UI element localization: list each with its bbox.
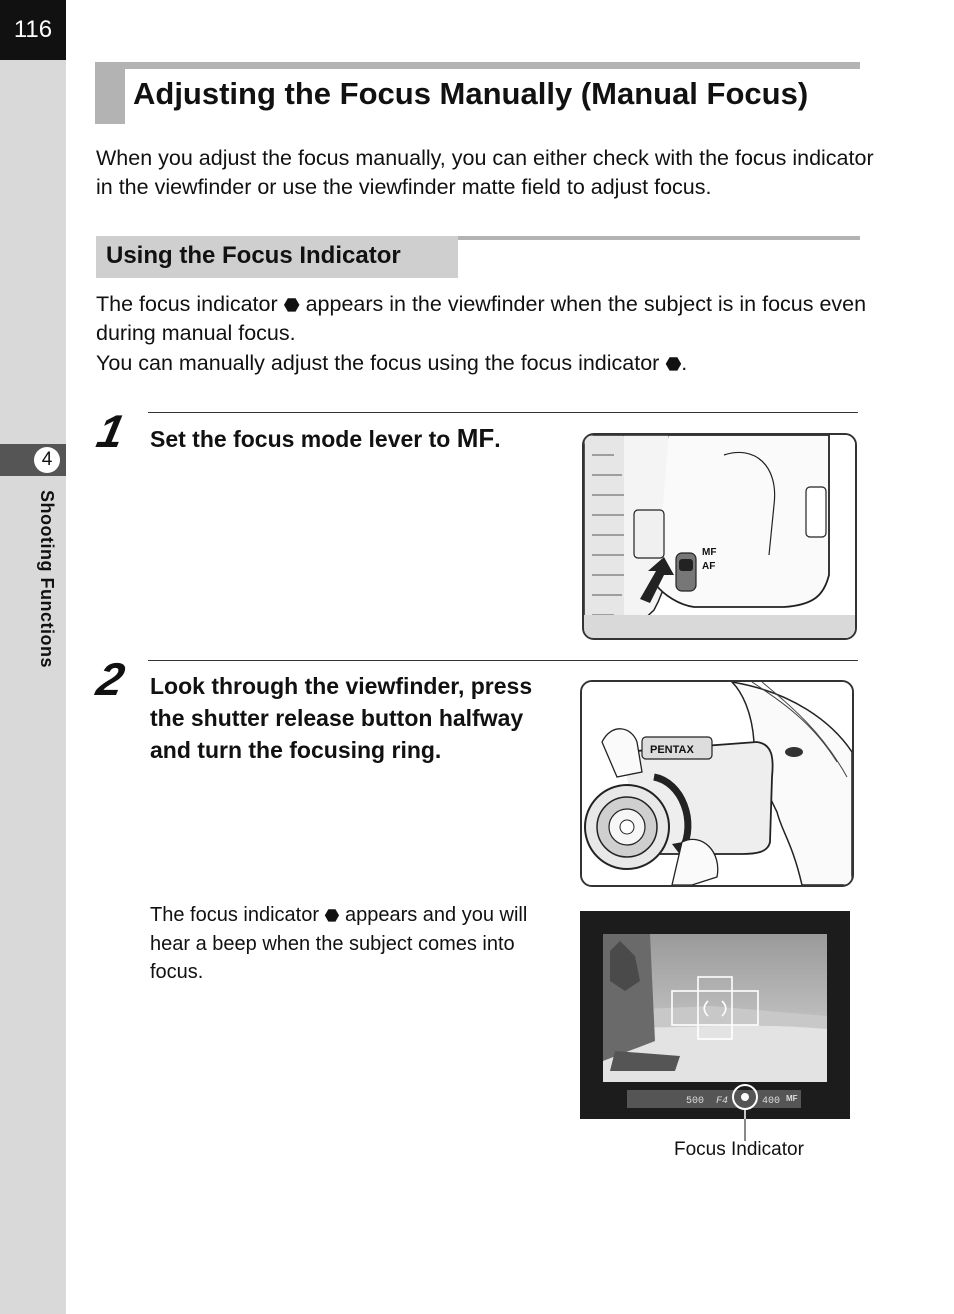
step-2-note <box>150 901 560 986</box>
viewfinder-usage-illustration <box>580 680 854 887</box>
focus-indicator-caption: Focus Indicator <box>674 1139 804 1160</box>
focus-indicator-icon: ⬣ <box>283 294 300 315</box>
camera-side-drawing <box>584 435 855 638</box>
step-2-number: 2 <box>92 653 130 705</box>
vf-shutter: 500 <box>686 1096 705 1107</box>
focus-indicator-dot <box>741 1093 749 1101</box>
viewfinder-scene <box>580 911 850 1119</box>
para1-text-b: appears in the viewfinder when the subject is in focus even during manual focus. <box>96 292 867 345</box>
vf-iso: 400 <box>762 1096 781 1107</box>
para2-text-b: . <box>681 351 688 375</box>
step-1-text <box>150 422 570 455</box>
caption-leader-line <box>744 1119 746 1141</box>
lever-label-mf: MF <box>702 547 717 558</box>
step-2-text: Look through the viewfinder, press the shutter release button halfway and turn the focusing ring. <box>150 673 533 763</box>
chapter-title: Shooting Functions <box>37 490 57 668</box>
para2-text-a: You can manually adjust the focus using the focus indicator <box>96 351 660 375</box>
focus-lever-illustration <box>582 433 857 640</box>
mf-symbol: MF <box>456 423 495 453</box>
viewfinder-image <box>580 911 850 1119</box>
step-1-text-b: . <box>494 426 501 452</box>
focus-indicator-icon: ⬣ <box>665 353 682 374</box>
vf-aperture: F4 <box>716 1096 729 1107</box>
page-title: Adjusting the Focus Manually (Manual Focus) <box>133 76 809 111</box>
section-paragraph-2 <box>96 349 876 378</box>
note-text-a: The focus indicator <box>150 904 319 926</box>
focus-indicator-icon: ⬣ <box>324 906 340 925</box>
step-1-rule <box>148 412 858 413</box>
step-1-text-a: Set the focus mode lever to <box>150 426 457 452</box>
camera-brand-label: PENTAX <box>650 744 694 756</box>
step-1-number: 1 <box>92 405 130 457</box>
section-title: Using the Focus Indicator <box>106 242 401 269</box>
step-2-rule <box>148 660 858 661</box>
lever-label-af: AF <box>702 561 716 572</box>
intro-paragraph: When you adjust the focus manually, you can either check with the focus indicator in the viewfinder or use the viewfinder matte field to adjust focus. <box>96 146 874 199</box>
section-paragraph-1 <box>96 290 876 348</box>
title-block <box>95 62 125 124</box>
title-rule <box>95 62 860 69</box>
note-text-b: appears and you will hear a beep when the subject comes into focus. <box>150 904 528 983</box>
page-number: 116 <box>0 0 66 60</box>
vf-mode: MF <box>786 1094 798 1103</box>
chapter-number: 4 <box>34 447 60 473</box>
section-bar <box>96 236 860 278</box>
para1-text-a: The focus indicator <box>96 292 278 316</box>
title-bar <box>95 62 860 124</box>
person-with-camera-drawing <box>582 682 852 885</box>
